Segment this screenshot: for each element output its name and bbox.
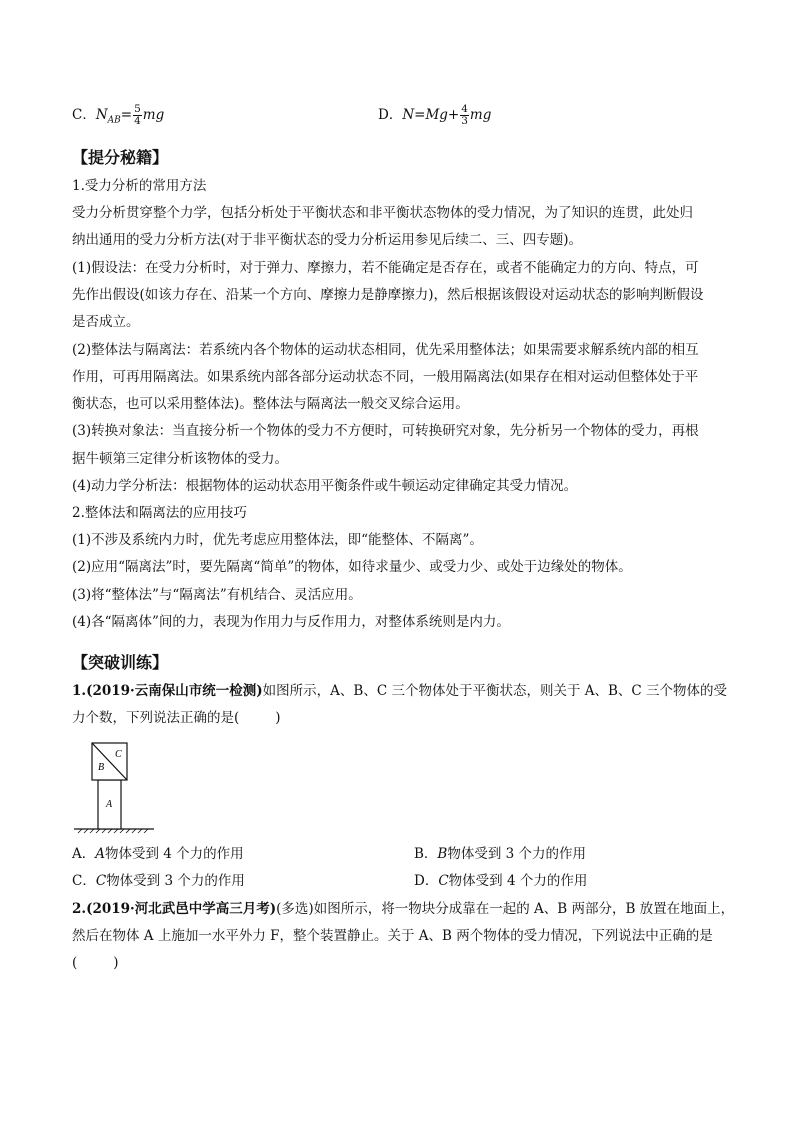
tips-line: 是否成立。 bbox=[72, 314, 140, 330]
equals: = bbox=[120, 107, 133, 123]
option-c-top bbox=[72, 104, 164, 130]
training-heading: 【突破训练】 bbox=[72, 653, 169, 672]
Mg-term: Mg bbox=[425, 107, 448, 123]
tips-line: 作用，可再用隔离法。如果系统内部各部分运动状态不同，一般用隔离法(如果存在相对运动但整体处于平 bbox=[72, 369, 699, 385]
tips-line: 先作出假设(如该力存在、沿某一个方向、摩擦力是静摩擦力)，然后根据该假设对运动状态的影响判断假设 bbox=[72, 287, 704, 303]
denominator: 3 bbox=[461, 115, 468, 127]
tips-line: 衡状态，也可以采用整体法)。整体法与隔离法一般交叉综合运用。 bbox=[72, 396, 469, 412]
tips-line: (2)整体法与隔离法：若系统内各个物体的运动状态相同，优先采用整体法；如果需要求解系统内部的相互 bbox=[72, 342, 699, 358]
tips-line: (1)假设法：在受力分析时，对于弹力、摩擦力，若不能确定是否存在，或者不能确定力的方向、特点，可 bbox=[72, 260, 699, 276]
n-symbol: N bbox=[402, 107, 415, 123]
option-object: A bbox=[95, 846, 105, 862]
option-label: A． bbox=[72, 846, 96, 862]
q2-line-2 bbox=[72, 927, 713, 945]
tips-heading: 【提分秘籍】 bbox=[72, 148, 169, 167]
option-text: 物体受到 3 个力的作用 bbox=[447, 846, 587, 862]
tips-line: (4)各“隔离体”间的力，表现为作用力与反作用力，对整体系统则是内力。 bbox=[72, 614, 510, 630]
q2-text: 然后在物体 A 上施加一水平外力 F，整个装置静止。关于 A、B 两个物体的受力情况，下列说法中正确的是 bbox=[72, 928, 713, 944]
tips-line: (3)将“整体法”与“隔离法”有机结合、灵活应用。 bbox=[72, 587, 362, 603]
q1-line-2 bbox=[72, 709, 281, 727]
q1-option-b[interactable] bbox=[414, 845, 586, 863]
option-label: C． bbox=[72, 107, 96, 123]
tips-line: (1)不涉及系统内力时，优先考虑应用整体法，即“能整体、不隔离”。 bbox=[72, 532, 483, 548]
option-label: D． bbox=[378, 107, 403, 123]
option-text: 物体受到 3 个力的作用 bbox=[106, 873, 245, 889]
tips-line: 据牛顿第三定律分析该物体的受力。 bbox=[72, 451, 288, 467]
mg-term: mg bbox=[469, 107, 492, 123]
tips-line: 1.受力分析的常用方法 bbox=[72, 178, 207, 194]
option-object: C bbox=[438, 873, 449, 889]
q1-paren-close: ) bbox=[275, 710, 281, 726]
option-d-top bbox=[378, 104, 491, 127]
q1-number: 1. bbox=[72, 683, 87, 699]
tips-line: 纳出通用的受力分析方法(对于非平衡状态的受力分析运用参见后续二、三、四专题)。 bbox=[72, 232, 583, 248]
q2-number: 2. bbox=[72, 901, 87, 917]
n-subscript: AB bbox=[107, 115, 121, 126]
numerator: 5 bbox=[134, 103, 141, 115]
q2-text: (多选)如图所示，将一物块分成靠在一起的 A、B 两部分，B 放置在地面上， bbox=[276, 901, 735, 917]
mg-term: mg bbox=[142, 107, 165, 123]
label-b: B bbox=[98, 762, 105, 773]
q1-source: (2019·云南保山市统一检测) bbox=[86, 683, 263, 699]
q1-text: 如图所示，A、B、C 三个物体处于平衡状态，则关于 A、B、C 三个物体的受 bbox=[262, 683, 728, 699]
option-label: D． bbox=[414, 873, 439, 889]
q2-paren-open: ( bbox=[72, 955, 78, 971]
option-text: 物体受到 4 个力的作用 bbox=[448, 873, 588, 889]
plus: + bbox=[447, 107, 460, 123]
q1-option-c[interactable] bbox=[72, 872, 245, 890]
q1-option-a[interactable] bbox=[72, 845, 244, 863]
label-c: C bbox=[115, 749, 122, 760]
tips-line: (2)应用“隔离法”时，要先隔离“简单”的物体，如待求量少、或受力少、或处于边缘处的物体。 bbox=[72, 559, 632, 575]
q1-option-d[interactable] bbox=[414, 872, 587, 890]
option-object: B bbox=[437, 846, 448, 862]
numerator: 4 bbox=[461, 103, 468, 115]
option-label: C． bbox=[72, 873, 96, 889]
tips-line: (4)动力学分析法：根据物体的运动状态用平衡条件或牛顿运动定律确定其受力情况。 bbox=[72, 478, 578, 494]
n-symbol: N bbox=[95, 107, 108, 123]
q2-line-1 bbox=[72, 900, 734, 918]
equals: = bbox=[414, 107, 426, 123]
option-label: B． bbox=[414, 846, 438, 862]
q1-figure bbox=[72, 735, 162, 835]
q1-text: 力个数，下列说法正确的是( bbox=[72, 710, 240, 726]
q2-source: (2019·河北武邑中学高三月考) bbox=[86, 901, 277, 917]
label-a: A bbox=[106, 799, 113, 810]
q1-line-1 bbox=[72, 682, 727, 700]
tips-line: (3)转换对象法：当直接分析一个物体的受力不方便时，可转换研究对象，先分析另一个物体的受力，再根 bbox=[72, 423, 699, 439]
q2-line-3 bbox=[72, 954, 119, 972]
fraction bbox=[133, 104, 142, 127]
option-object: C bbox=[95, 873, 107, 889]
option-text: 物体受到 4 个力的作用 bbox=[105, 846, 244, 862]
tips-line: 受力分析贯穿整个力学，包括分析处于平衡状态和非平衡状态物体的受力情况，为了知识的连贯，此处归 bbox=[72, 205, 693, 221]
denominator: 4 bbox=[134, 115, 141, 127]
q2-paren-close: ) bbox=[113, 955, 119, 971]
tips-line: 2.整体法和隔离法的应用技巧 bbox=[72, 505, 247, 521]
fraction bbox=[460, 104, 469, 127]
